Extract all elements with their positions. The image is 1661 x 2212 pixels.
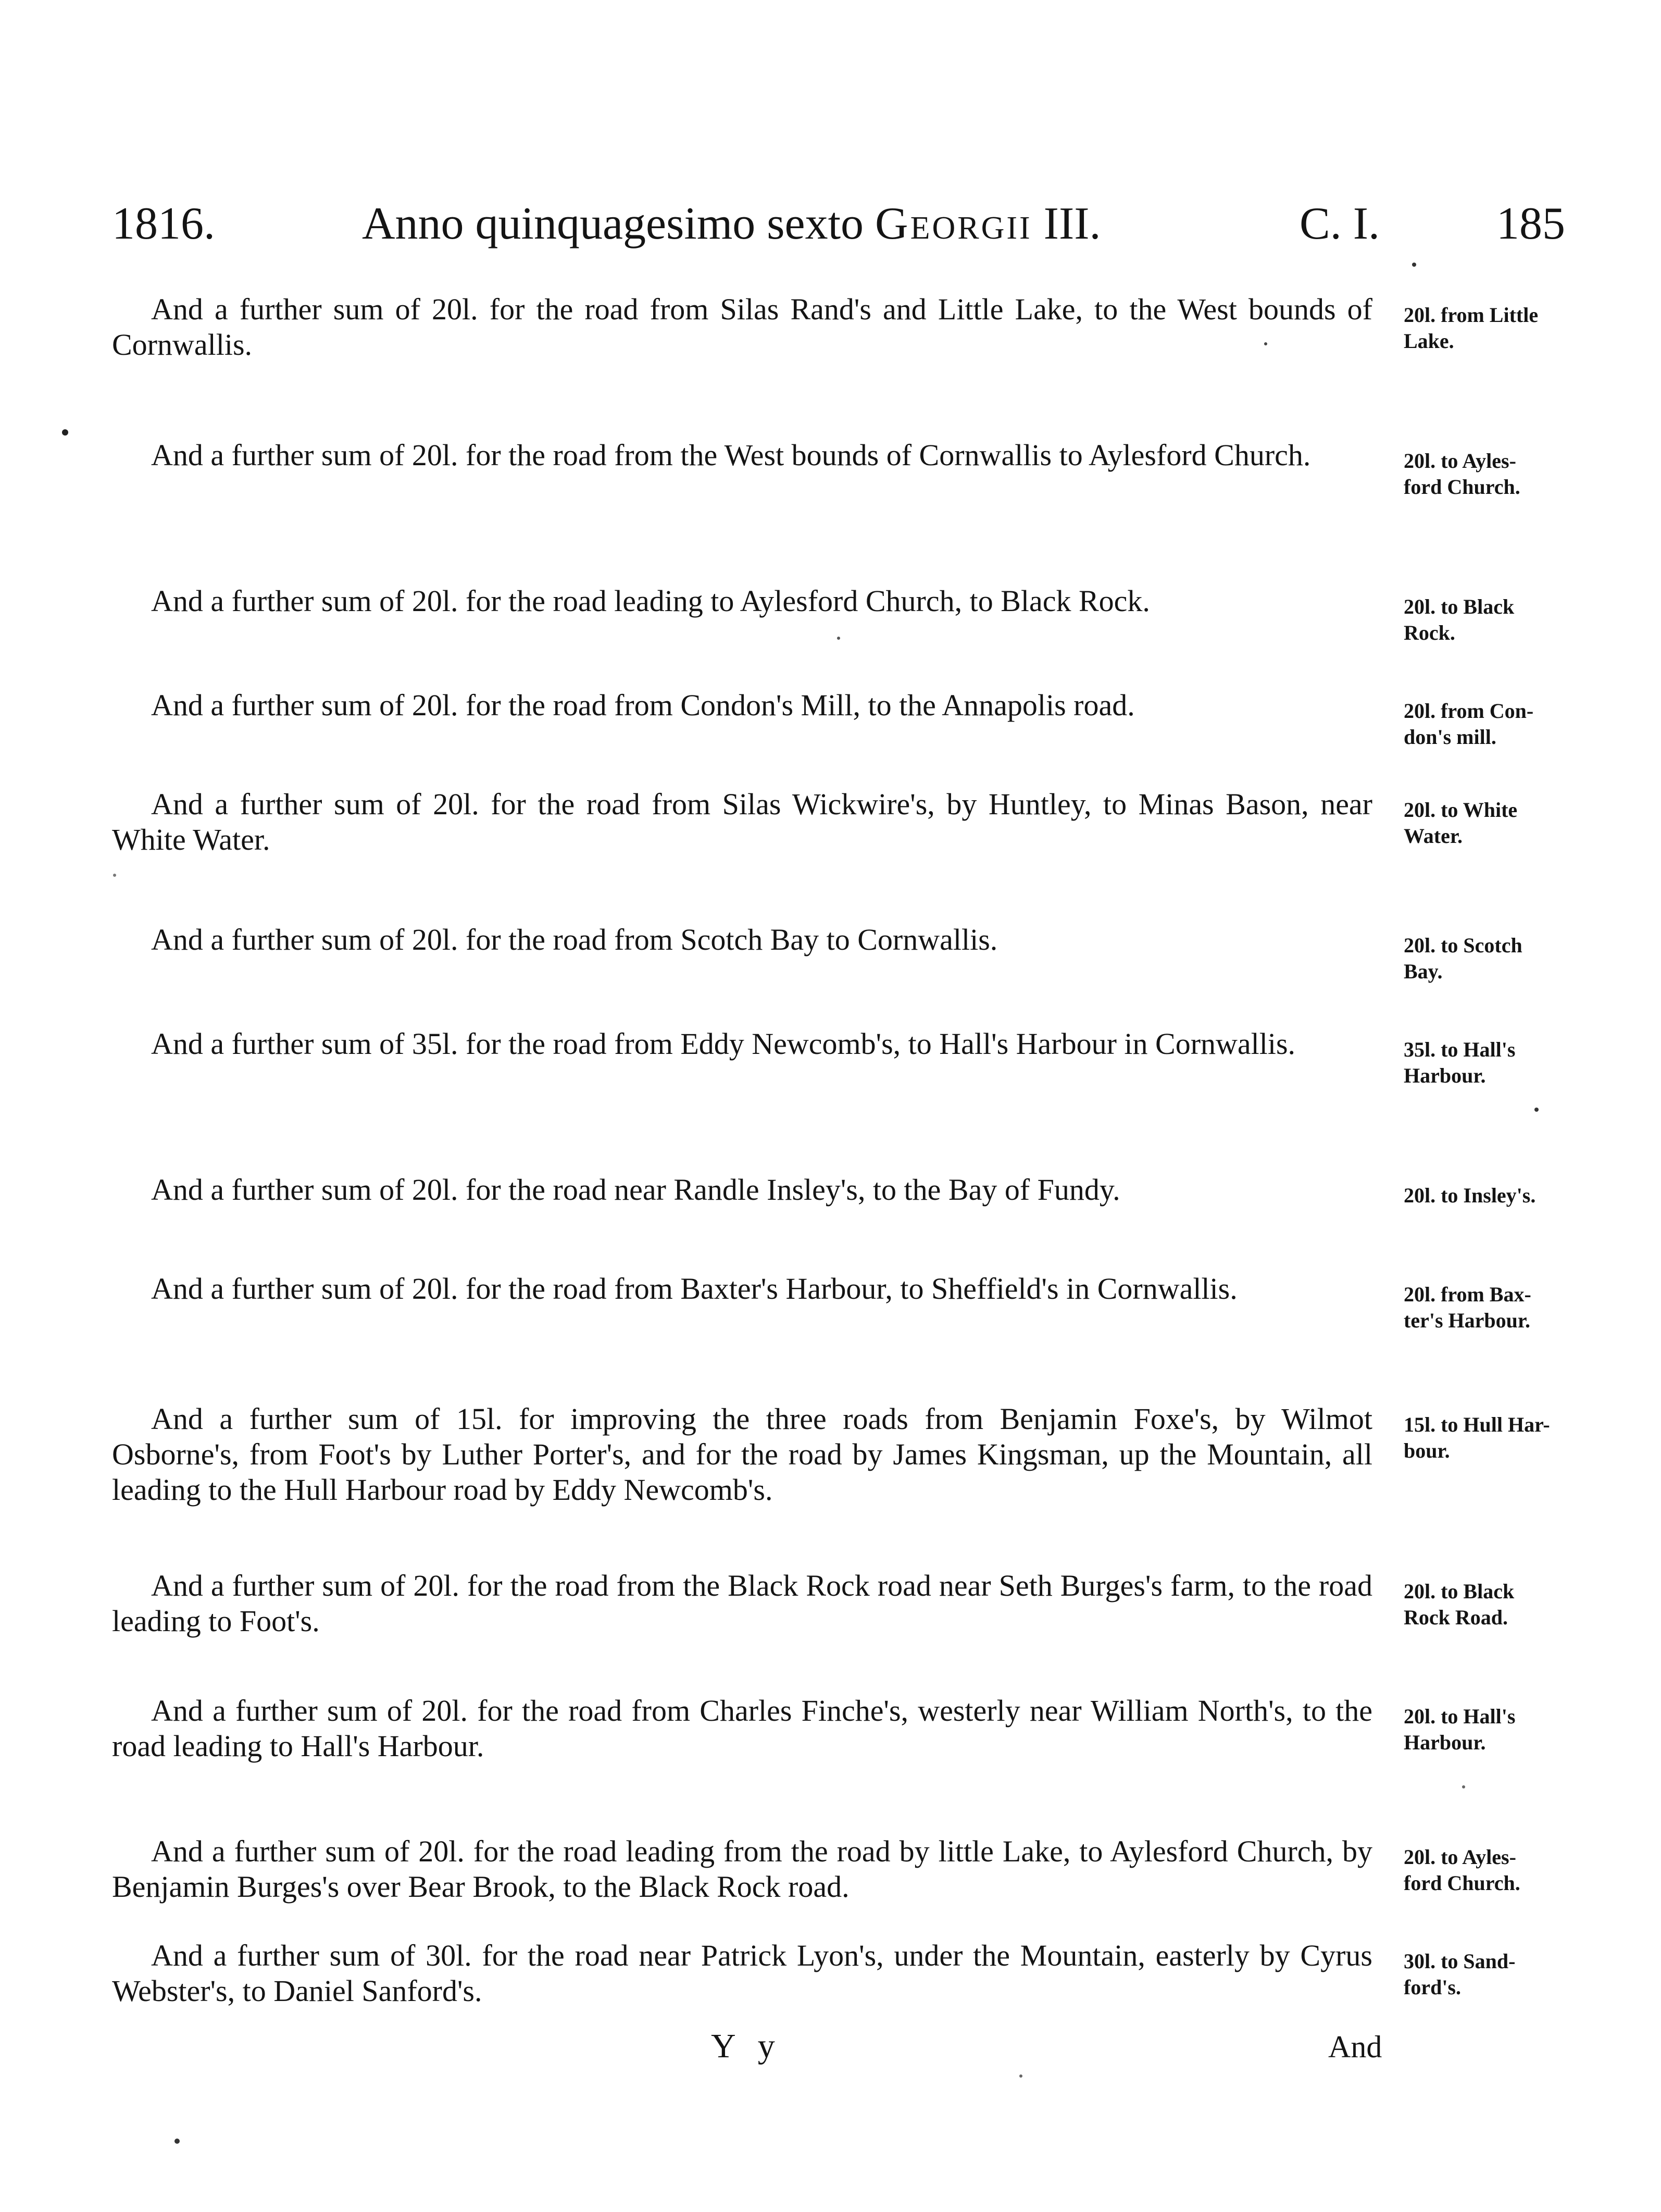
marginal-note-line: 20l. to Black [1404, 595, 1515, 618]
entry-text: And a further sum of 20l. for the road leading to Aylesford Church, to Black Rock. [151, 584, 1150, 618]
marginal-note-line: 35l. to Hall's [1404, 1038, 1516, 1061]
marginal-note [1404, 1844, 1576, 1896]
header-title-numeral: III. [1043, 198, 1101, 249]
marginal-note-line: Harbour. [1404, 1731, 1486, 1754]
marginal-note-line: 20l. to Ayles- [1404, 1845, 1516, 1869]
header-title-prefix: Anno quinquagesimo sexto [362, 198, 864, 249]
marginal-note [1404, 797, 1576, 849]
marginal-note-line: 20l. from Bax- [1404, 1283, 1531, 1306]
header-title [362, 193, 1101, 255]
marginal-note [1404, 1948, 1576, 2000]
header-page-number: 185 [1496, 198, 1565, 249]
marginal-note-line: 20l. to Ayles- [1404, 449, 1516, 473]
marginal-note-line: don's mill. [1404, 725, 1496, 749]
entry-text: And a further sum of 20l. for the road near Randle Insley's, to the Bay of Fundy. [151, 1173, 1120, 1207]
marginal-note-line: ford Church. [1404, 475, 1520, 499]
marginal-note [1404, 1282, 1576, 1334]
marginal-note [1404, 1183, 1576, 1209]
marginal-note [1404, 1579, 1576, 1631]
entry-text: And a further sum of 20l. for the road from the Black Rock road near Seth Burges's farm, to the road leading to Foot's. [112, 1569, 1372, 1638]
marginal-note-line: 20l. to Hall's [1404, 1705, 1516, 1728]
marginal-note-line: ter's Harbour. [1404, 1309, 1530, 1332]
marginal-note-line: Rock Road. [1404, 1606, 1508, 1629]
entry-text: And a further sum of 30l. for the road near Patrick Lyon's, under the Mountain, easterly by Cyrus Webster's, to Daniel Sanford's. [112, 1938, 1372, 2008]
marginal-note-line: Harbour. [1404, 1064, 1486, 1087]
entry-text: And a further sum of 20l. for the road from Silas Rand's and Little Lake, to the West bounds of Cornwallis. [112, 292, 1372, 362]
entry-text: And a further sum of 20l. for the road from Condon's Mill, to the Annapolis road. [151, 688, 1135, 722]
marginal-note-line: 15l. to Hull Har- [1404, 1413, 1550, 1436]
marginal-note [1404, 1412, 1576, 1464]
entry-text: And a further sum of 15l. for improving the three roads from Benjamin Foxe's, by Wilmot Osborne's, from Foot's by Luther Porter's, and for the road by James Kingsman, up the Mountain, all leading to the Hull Harbour road by Eddy Newcomb's. [112, 1402, 1372, 1507]
marginal-note [1404, 698, 1576, 750]
marginal-note-line: Water. [1404, 824, 1463, 848]
entry-text: And a further sum of 20l. for the road from Silas Wickwire's, by Huntley, to Minas Bason, near White Water. [112, 787, 1372, 856]
entry-text: And a further sum of 20l. for the road from Scotch Bay to Cornwallis. [151, 923, 998, 956]
marginal-note [1404, 933, 1576, 985]
marginal-note [1404, 1704, 1576, 1756]
marginal-note [1404, 302, 1576, 354]
marginal-note [1404, 1037, 1576, 1089]
entry-text: And a further sum of 20l. for the road from the West bounds of Cornwallis to Aylesford Church. [151, 438, 1311, 472]
entry-text: And a further sum of 20l. for the road from Baxter's Harbour, to Sheffield's in Cornwallis. [151, 1272, 1238, 1306]
marginal-note-line: 20l. to Scotch [1404, 934, 1522, 957]
marginal-note-line: 20l. from Con- [1404, 699, 1534, 723]
marginal-note-line: Bay. [1404, 960, 1443, 983]
marginal-note-line: 30l. to Sand- [1404, 1949, 1516, 1973]
marginal-note-line: 20l. from Little [1404, 303, 1539, 327]
catchword: And [1328, 2030, 1382, 2064]
marginal-note-line: Lake. [1404, 329, 1454, 353]
entry-text: And a further sum of 35l. for the road from Eddy Newcomb's, to Hall's Harbour in Cornwallis. [151, 1027, 1296, 1061]
marginal-note-line: bour. [1404, 1439, 1450, 1462]
marginal-note-line: 20l. to Black [1404, 1580, 1515, 1603]
header-title-king: Georgii [875, 198, 1032, 249]
marginal-note-line: 20l. to White [1404, 798, 1518, 822]
running-header [112, 193, 1565, 266]
marginal-note-line: Rock. [1404, 621, 1455, 644]
marginal-note [1404, 448, 1576, 500]
marginal-note-line: ford Church. [1404, 1871, 1520, 1895]
header-year: 1816. [112, 198, 215, 249]
marginal-note-line: ford's. [1404, 1975, 1461, 1999]
entry-text: And a further sum of 20l. for the road from Charles Finche's, westerly near William North's, to the road leading to Hall's Harbour. [112, 1694, 1372, 1763]
printer-signature-mark: Y y [711, 2027, 782, 2065]
header-chapter: C. I. [1300, 198, 1380, 249]
marginal-note-line: 20l. to Insley's. [1404, 1184, 1536, 1207]
marginal-note [1404, 594, 1576, 646]
entry-text: And a further sum of 20l. for the road leading from the road by little Lake, to Aylesford Church, by Benjamin Burges's over Bear Brook, to the Black Rock road. [112, 1834, 1372, 1904]
